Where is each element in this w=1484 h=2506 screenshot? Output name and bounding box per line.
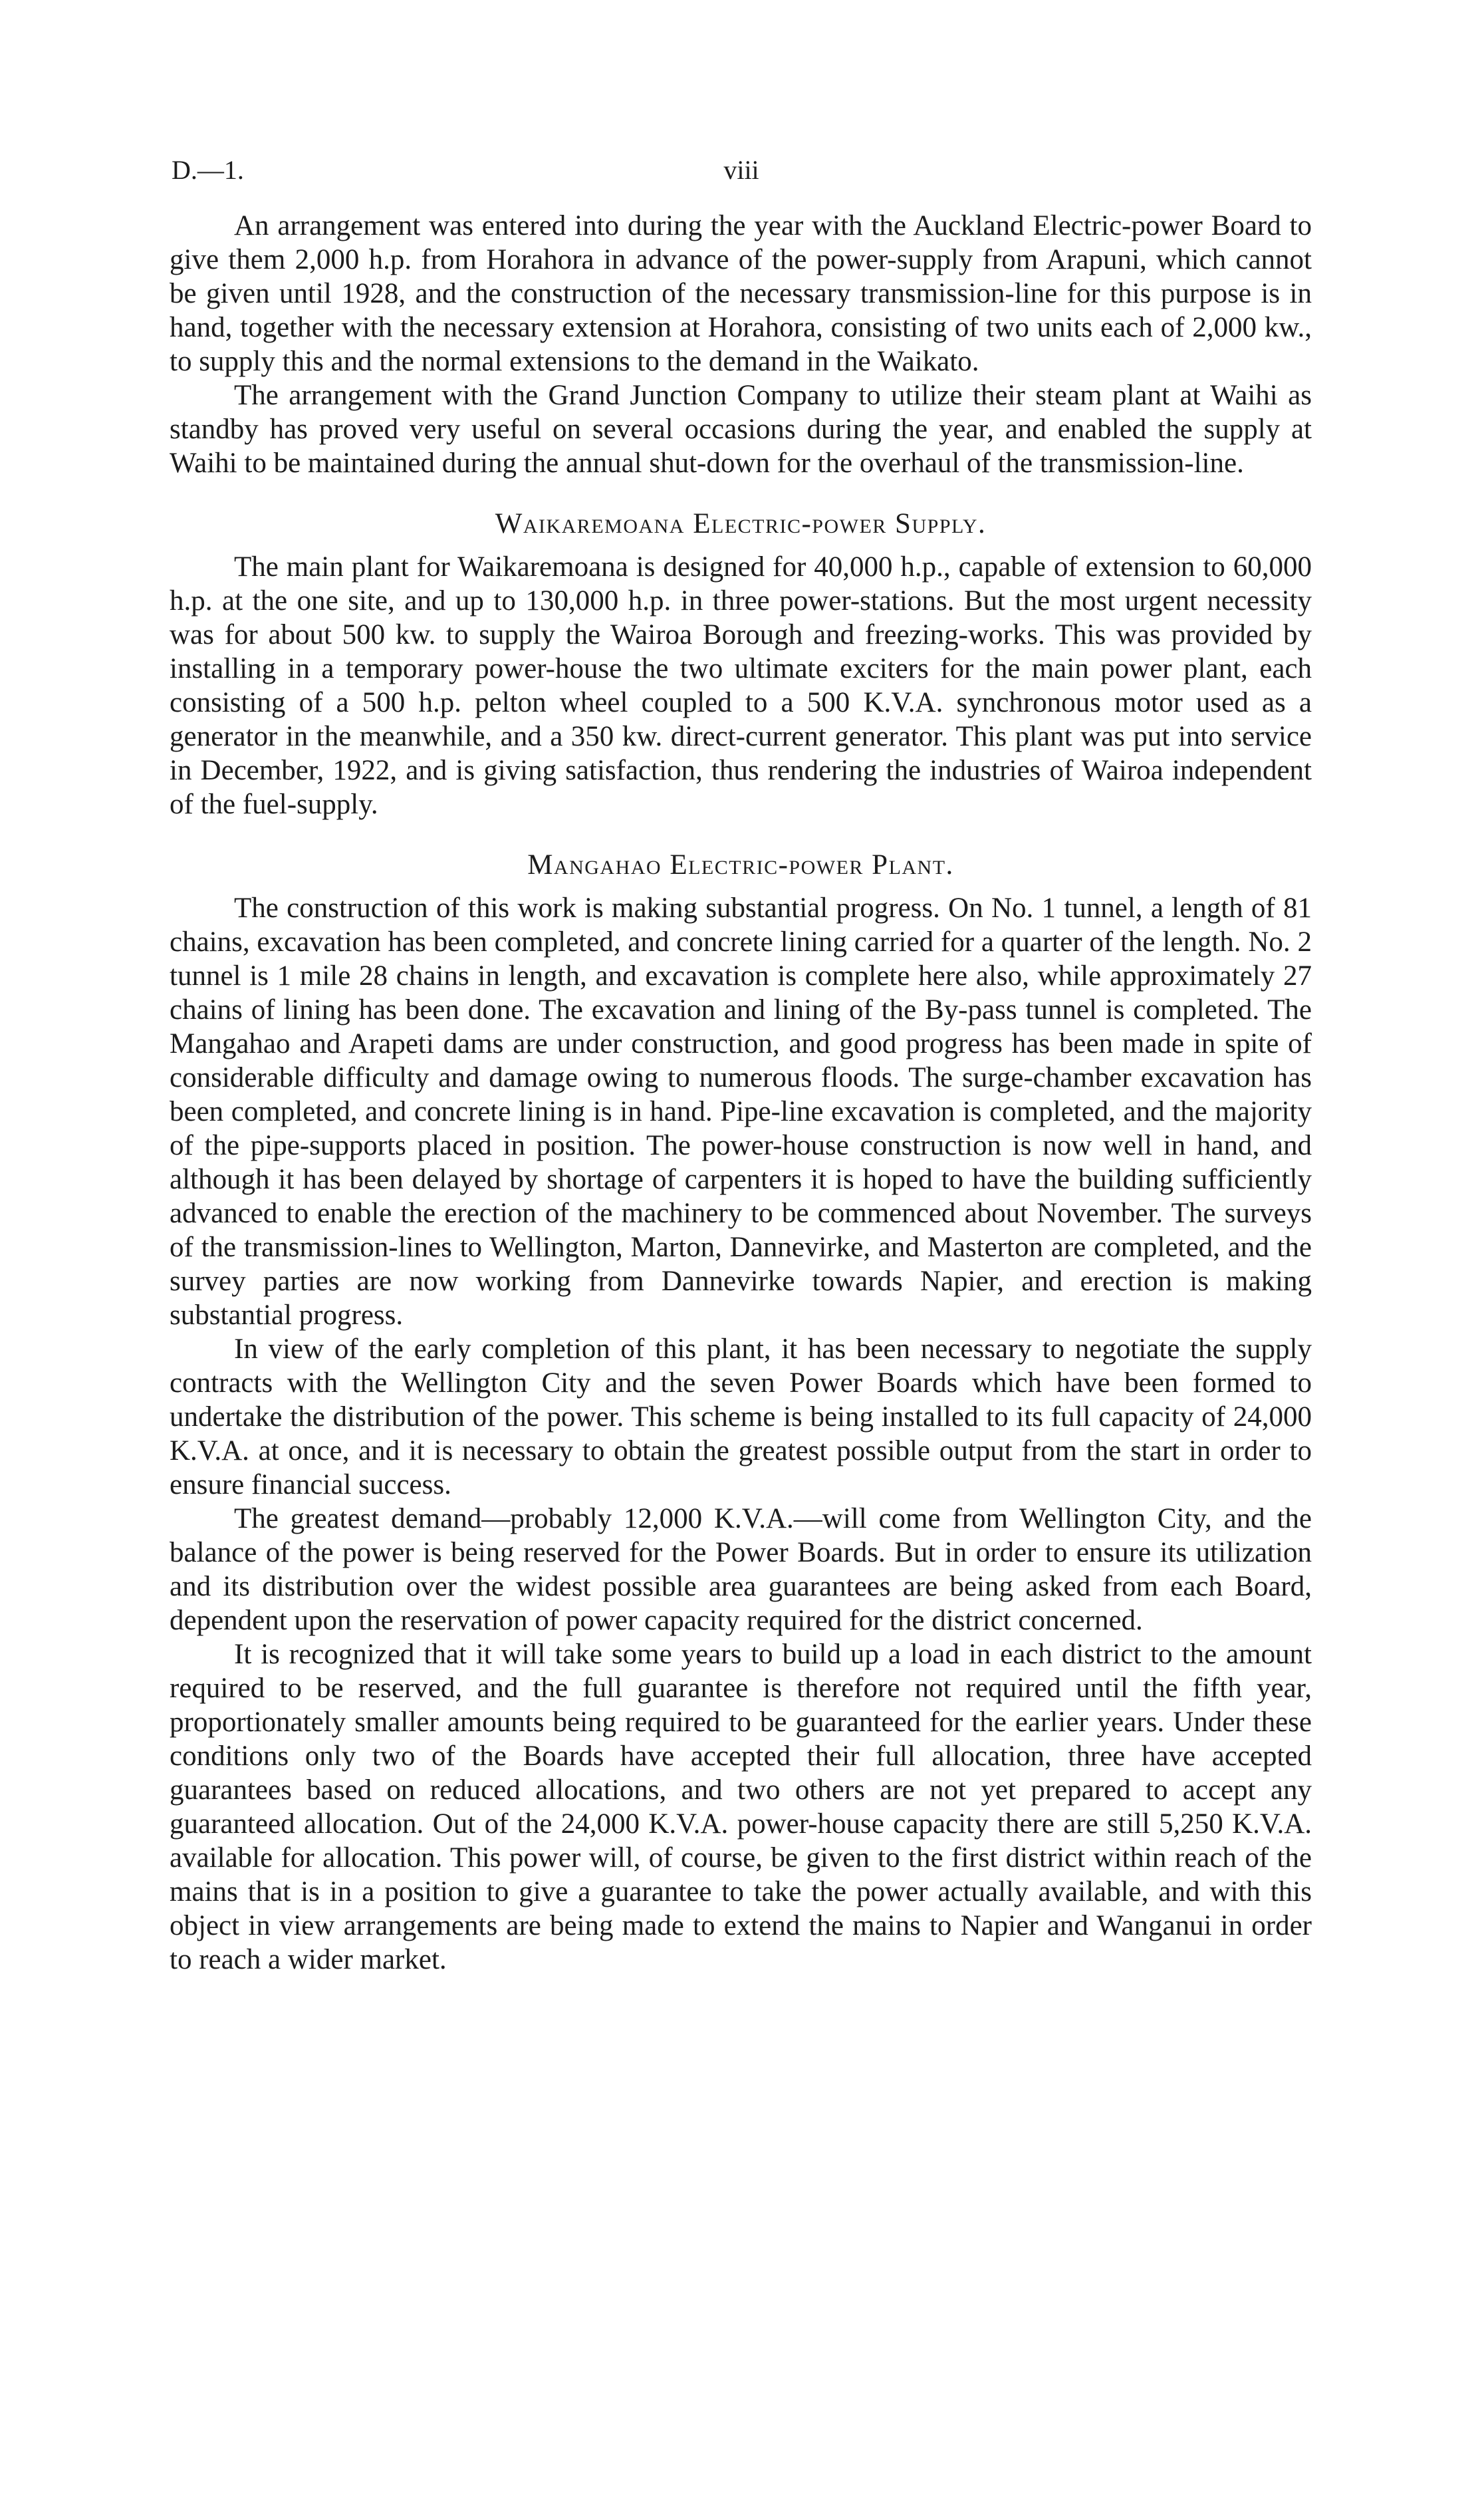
section-heading-mangahao: Mangahao Electric-power Plant. <box>527 849 954 881</box>
paragraph-waikaremoana-plant: The main plant for Waikaremoana is designed for 40,000 h.p., capable of extension to 60,000 h.p. at the one site, and up to 130,000 h.p. in three power-stations. But the most urgent necessity was for about 500 kw. to supply the Wairoa Borough and freezing-works. This was provided by installing in a temporary power-house the two ultimate exciters for the main power plant, each consisting of a 500 h.p. pelton wheel coupled to a 500 K.V.A. synchronous motor used as a generator in the meanwhile, and a 350 kw. direct-current generator. This plant was put into service in December, 1922, and is giving satisfaction, thus rendering the industries of Wairoa independent of the fuel-supply. <box>170 551 1312 820</box>
paragraph-auckland-arrangement: An arrangement was entered into during the year with the Auckland Electric-power Board to give them 2,000 h.p. from Horahora in advance of the power-supply from Arapuni, which cannot be given until 1928, and the construction of the necessary transmission-line for this purpose is in hand, together with the necessary extension at Horahora, consisting of two units each of 2,000 kw., to supply this and the normal extensions to the demand in the Waikato. <box>170 210 1312 377</box>
page-header <box>172 150 1311 190</box>
section-heading-waikaremoana: Waikaremoana Electric-power Supply. <box>495 508 987 539</box>
paragraph-mangahao-construction: The construction of this work is making substantial progress. On No. 1 tunnel, a length of 81 chains, excavation has been completed, and concrete lining carried for a quarter of the length. No. 2 tunnel is 1 mile 28 chains in length, and excavation is complete here also, while approximately 27 chains of lining has been done. The excavation and lining of the By-pass tunnel is completed. The Mangahao and Arapeti dams are under construction, and good progress has been made in spite of considerable difficulty and damage owing to numerous floods. The surge-chamber excavation has been completed, and concrete lining is in hand. Pipe-line excavation is completed, and the majority of the pipe-supports placed in position. The power-house construction is now well in hand, and although it has been delayed by shortage of carpenters it is hoped to have the building sufficiently advanced to enable the erection of the machinery to be commenced about November. The surveys of the transmission-lines to Wellington, Marton, Dannevirke, and Masterton are completed, and the survey parties are now working from Dannevirke towards Napier, and erection is making substantial progress. <box>170 893 1312 1331</box>
document-reference: D.—1. <box>172 155 244 185</box>
document-body <box>170 209 1312 1977</box>
paragraph-mangahao-contracts: In view of the early completion of this plant, it has been necessary to negotiate the supply contracts with the Wellington City and the seven Power Boards which have been formed to undertake the distribution of the power. This scheme is being installed to its full capacity of 24,000 K.V.A. at once, and it is necessary to obtain the greatest possible output from the start in order to ensure financial success. <box>170 1333 1312 1500</box>
paragraph-grand-junction: The arrangement with the Grand Junction Company to utilize their steam plant at Waihi as standby has proved very useful on several occasions during the year, and enabled the supply at Waihi to be maintained during the annual shut-down for the overhaul of the transmission-line. <box>170 380 1312 479</box>
paragraph-mangahao-demand: The greatest demand—probably 12,000 K.V.A.—will come from Wellington City, and the balance of the power is being reserved for the Power Boards. But in order to ensure its utilization and its distribution over the widest possible area guarantees are being asked from each Board, dependent upon the reservation of power capacity required for the district concerned. <box>170 1503 1312 1636</box>
paragraph-mangahao-guarantees: It is recognized that it will take some years to build up a load in each district to the amount required to be reserved, and the full guarantee is therefore not required until the fifth year, proportionately smaller amounts being required to be guaranteed for the earlier years. Under these conditions only two of the Boards have accepted their full allocation, three have accepted guarantees based on reduced allocations, and two others are not yet prepared to accept any guaranteed allocation. Out of the 24,000 K.V.A. power-house capacity there are still 5,250 K.V.A. available for allocation. This power will, of course, be given to the first district within reach of the mains that is in a position to give a guarantee to take the power actually available, and with this object in view arrangements are being made to extend the mains to Napier and Wanganui in order to reach a wider market. <box>170 1639 1312 1975</box>
page-number: viii <box>723 155 759 185</box>
